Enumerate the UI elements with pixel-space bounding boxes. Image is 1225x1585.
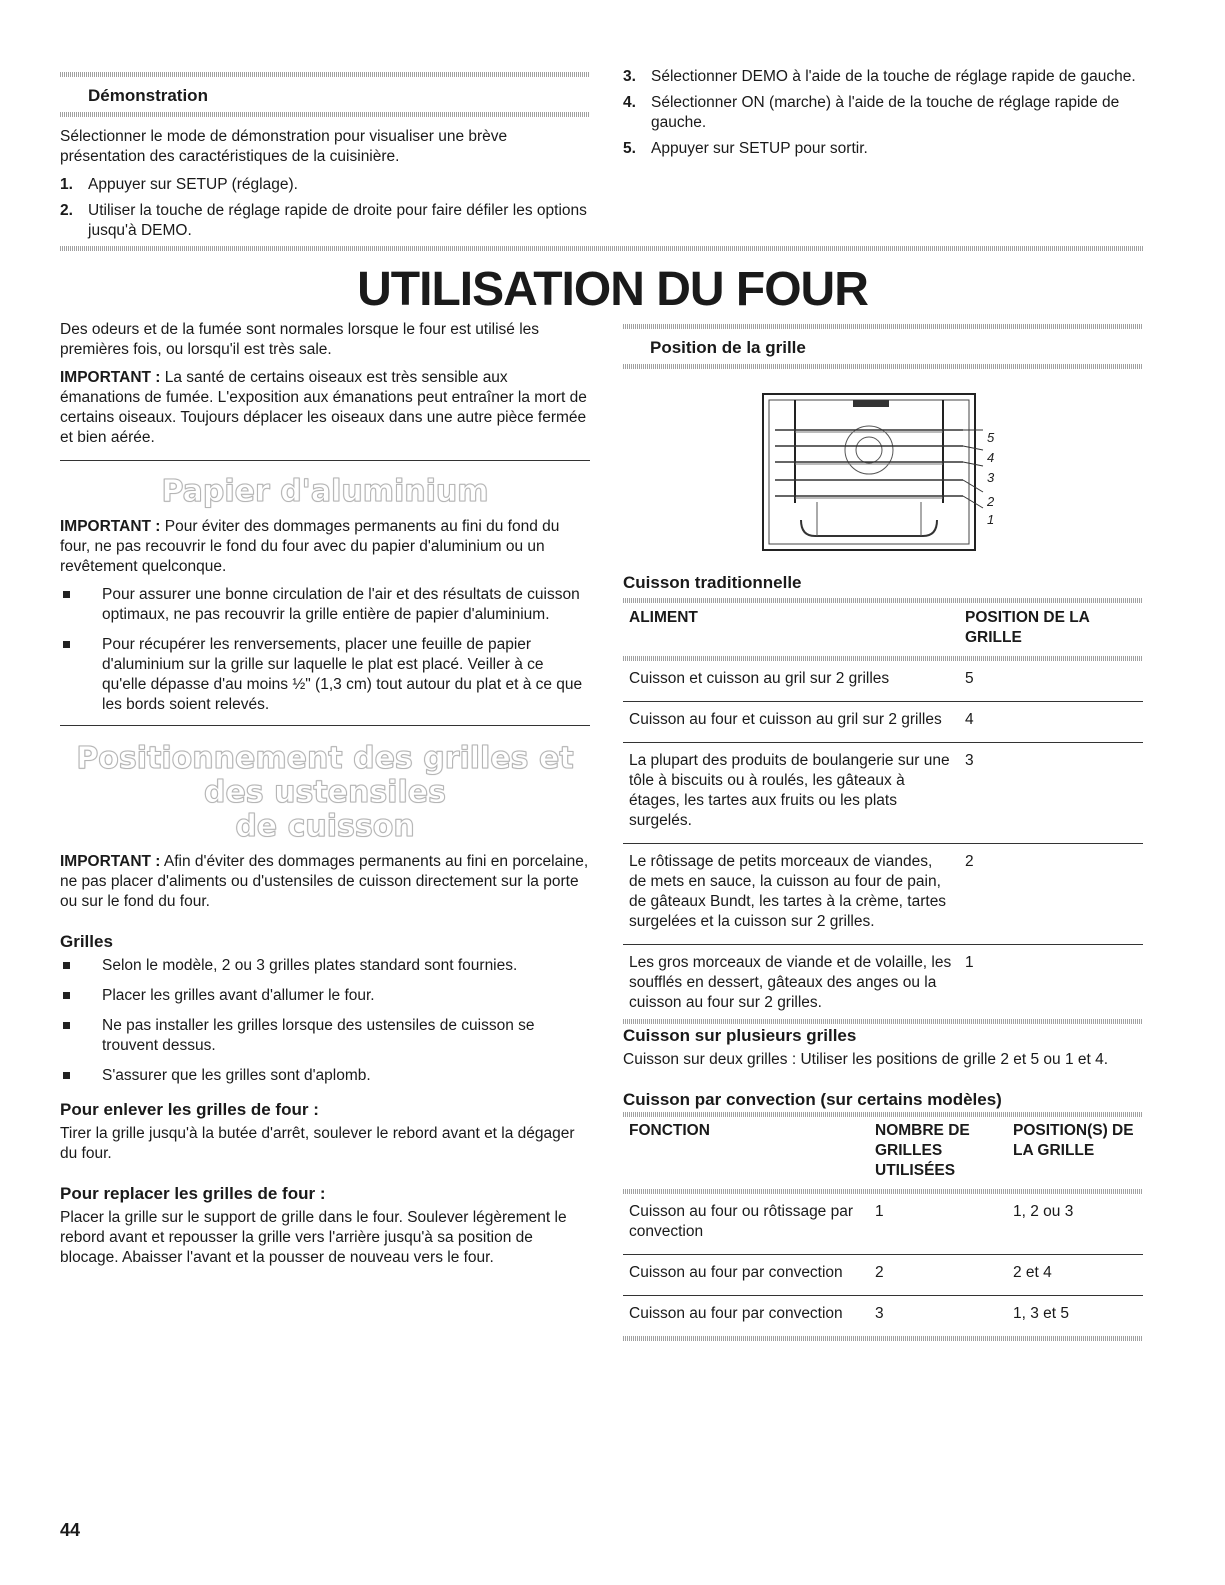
convection-table xyxy=(623,1117,1143,1341)
foil-bullets xyxy=(60,585,590,715)
remove-text: Tirer la grille jusqu'à la butée d'arrêt, soulever le rebord avant et la dégager du four. xyxy=(60,1125,575,1162)
multi-text: Cuisson sur deux grilles : Utiliser les positions de grille 2 et 5 ou 1 et 4. xyxy=(623,1051,1109,1068)
foil-title: Papier d'aluminium xyxy=(161,474,489,509)
rack-label-4: 4 xyxy=(987,450,995,465)
col-header: POSITION DE LA GRILLE xyxy=(965,609,1090,646)
page-number: 44 xyxy=(60,1520,81,1540)
positioning-title: Positionnement des grilles et des ustensiles de cuisson xyxy=(76,741,574,844)
rack-label-2: 2 xyxy=(987,494,995,509)
demo-left xyxy=(60,127,590,247)
page-title: UTILISATION DU FOUR xyxy=(357,263,868,316)
list-item: S'assurer que les grilles sont d'aplomb. xyxy=(60,1066,590,1086)
intro-p2: IMPORTANT : La santé de certains oiseaux est très sensible aux émanations de fumée. L'exposition aux émanations peut entraîner la mort de certains oiseaux. Toujours déplacer les oiseaux dans une autre pièce fermée et bien aérée. xyxy=(60,369,587,446)
table-row: Cuisson au four et cuisson au gril sur 2 grilles 4 xyxy=(623,702,1143,743)
table-row: Cuisson au four par convection 3 1, 3 et 5 xyxy=(629,1305,1070,1322)
traditional-table-wrap xyxy=(623,604,1143,1341)
grilles-heading: Grilles xyxy=(60,932,113,951)
demo-steps-left xyxy=(60,175,590,241)
rack-heading-rule-top xyxy=(623,324,1143,329)
grilles-bullets xyxy=(60,956,590,1086)
table-row: Le rôtissage de petits morceaux de viandes, de mets en sauce, la cuisson au four de pain, de gâteaux Bundt, les tartes à la crème, tartes surgelées et la cuisson sur 2 grilles. 2 xyxy=(623,844,1143,945)
demo-right xyxy=(623,67,1143,165)
list-item: Pour récupérer les renversements, placer une feuille de papier d'aluminium sur la grille sur laquelle le plat est placé. Veiller à ce qu'elle dépasse d'au moins ½" (1,3 cm) tout autour du plat et à ce que les bords soient relevés. xyxy=(60,635,590,715)
table-row: Les gros morceaux de viande et de volaille, les soufflés en dessert, gâteaux des anges ou la cuisson au four sur 2 grilles. 1 xyxy=(629,954,974,1011)
divider xyxy=(60,460,590,461)
list-item: 3. Sélectionner DEMO à l'aide de la touche de réglage rapide de gauche. xyxy=(623,68,1136,85)
demo-heading-rule xyxy=(60,112,590,117)
rack-position-heading: Position de la grille xyxy=(650,338,806,357)
list-item: 2. Utiliser la touche de réglage rapide de droite pour faire défiler les options jusqu'à DEMO. xyxy=(60,202,587,239)
table-row: La plupart des produits de boulangerie sur une tôle à biscuits ou à roulés, les gâteaux à étages, les tartes aux fruits ou les plats surgelés. 3 xyxy=(623,743,1143,844)
traditional-rule xyxy=(623,598,1143,603)
col-header: POSITION(S) DE LA GRILLE xyxy=(1013,1122,1134,1159)
list-item: 1. Appuyer sur SETUP (réglage). xyxy=(60,176,298,193)
rack-label-5: 5 xyxy=(987,430,995,445)
rack-label-1: 1 xyxy=(987,512,995,527)
table-header xyxy=(623,604,1143,656)
positioning-important: IMPORTANT : Afin d'éviter des dommages permanents au fini en porcelaine, ne pas placer d'aliments ou d'ustensiles de cuisson directement sur la porte ou sur le fond du four. xyxy=(60,853,589,910)
list-item: Pour assurer une bonne circulation de l'air et des résultats de cuisson optimaux, ne pas recouvrir la grille entière de papier d'aluminium. xyxy=(60,585,590,625)
divider xyxy=(60,725,590,726)
rack-heading-rule-bottom xyxy=(623,364,1143,369)
oven-rack-diagram xyxy=(755,388,1025,558)
remove-heading: Pour enlever les grilles de four : xyxy=(60,1100,319,1119)
col-header: FONCTION xyxy=(629,1122,710,1139)
replace-text: Placer la grille sur le support de grille dans le four. Soulever légèrement le rebord avant et repousser la grille vers l'arrière jusqu'à sa position de blocage. Abaisser l'avant et la pousser de nouveau vers le four. xyxy=(60,1209,567,1266)
demo-steps-right xyxy=(623,67,1143,159)
table-row: Cuisson au four par convection 2 2 et 4 xyxy=(623,1255,1143,1296)
list-item: Placer les grilles avant d'allumer le four. xyxy=(60,986,590,1006)
foil-important: IMPORTANT : Pour éviter des dommages permanents au fini du fond du four, ne pas recouvrir le fond du four avec du papier d'aluminium ou un revêtement quelconque. xyxy=(60,518,560,575)
col-header: ALIMENT xyxy=(629,609,698,626)
col-header: NOMBRE DE GRILLES UTILISÉES xyxy=(875,1122,970,1179)
list-item: 5. Appuyer sur SETUP pour sortir. xyxy=(623,140,868,157)
rack-label-3: 3 xyxy=(987,470,995,485)
convection-heading: Cuisson par convection (sur certains modèles) xyxy=(623,1090,1002,1109)
multi-heading: Cuisson sur plusieurs grilles xyxy=(623,1026,857,1045)
replace-heading: Pour replacer les grilles de four : xyxy=(60,1184,326,1203)
section-divider xyxy=(60,246,1143,251)
list-item: Selon le modèle, 2 ou 3 grilles plates standard sont fournies. xyxy=(60,956,590,976)
table-row: Cuisson et cuisson au gril sur 2 grilles 5 xyxy=(623,661,1143,702)
list-item: 4. Sélectionner ON (marche) à l'aide de la touche de réglage rapide de gauche. xyxy=(623,94,1120,131)
left-column xyxy=(60,320,590,1276)
traditional-heading: Cuisson traditionnelle xyxy=(623,573,802,592)
intro-p1: Des odeurs et de la fumée sont normales lorsque le four est utilisé les premières fois, ou lorsqu'il est très sale. xyxy=(60,321,540,358)
demo-heading: Démonstration xyxy=(88,86,208,105)
top-left-rule xyxy=(60,72,590,77)
convection-rule xyxy=(623,1112,1143,1117)
table-header xyxy=(623,1117,1143,1189)
table-row: Cuisson au four ou rôtissage par convection 1 1, 2 ou 3 xyxy=(623,1194,1143,1255)
traditional-table xyxy=(623,604,1143,1024)
demo-intro: Sélectionner le mode de démonstration pour visualiser une brève présentation des caractéristiques de la cuisinière. xyxy=(60,128,508,165)
list-item: Ne pas installer les grilles lorsque des ustensiles de cuisson se trouvent dessus. xyxy=(60,1016,590,1056)
